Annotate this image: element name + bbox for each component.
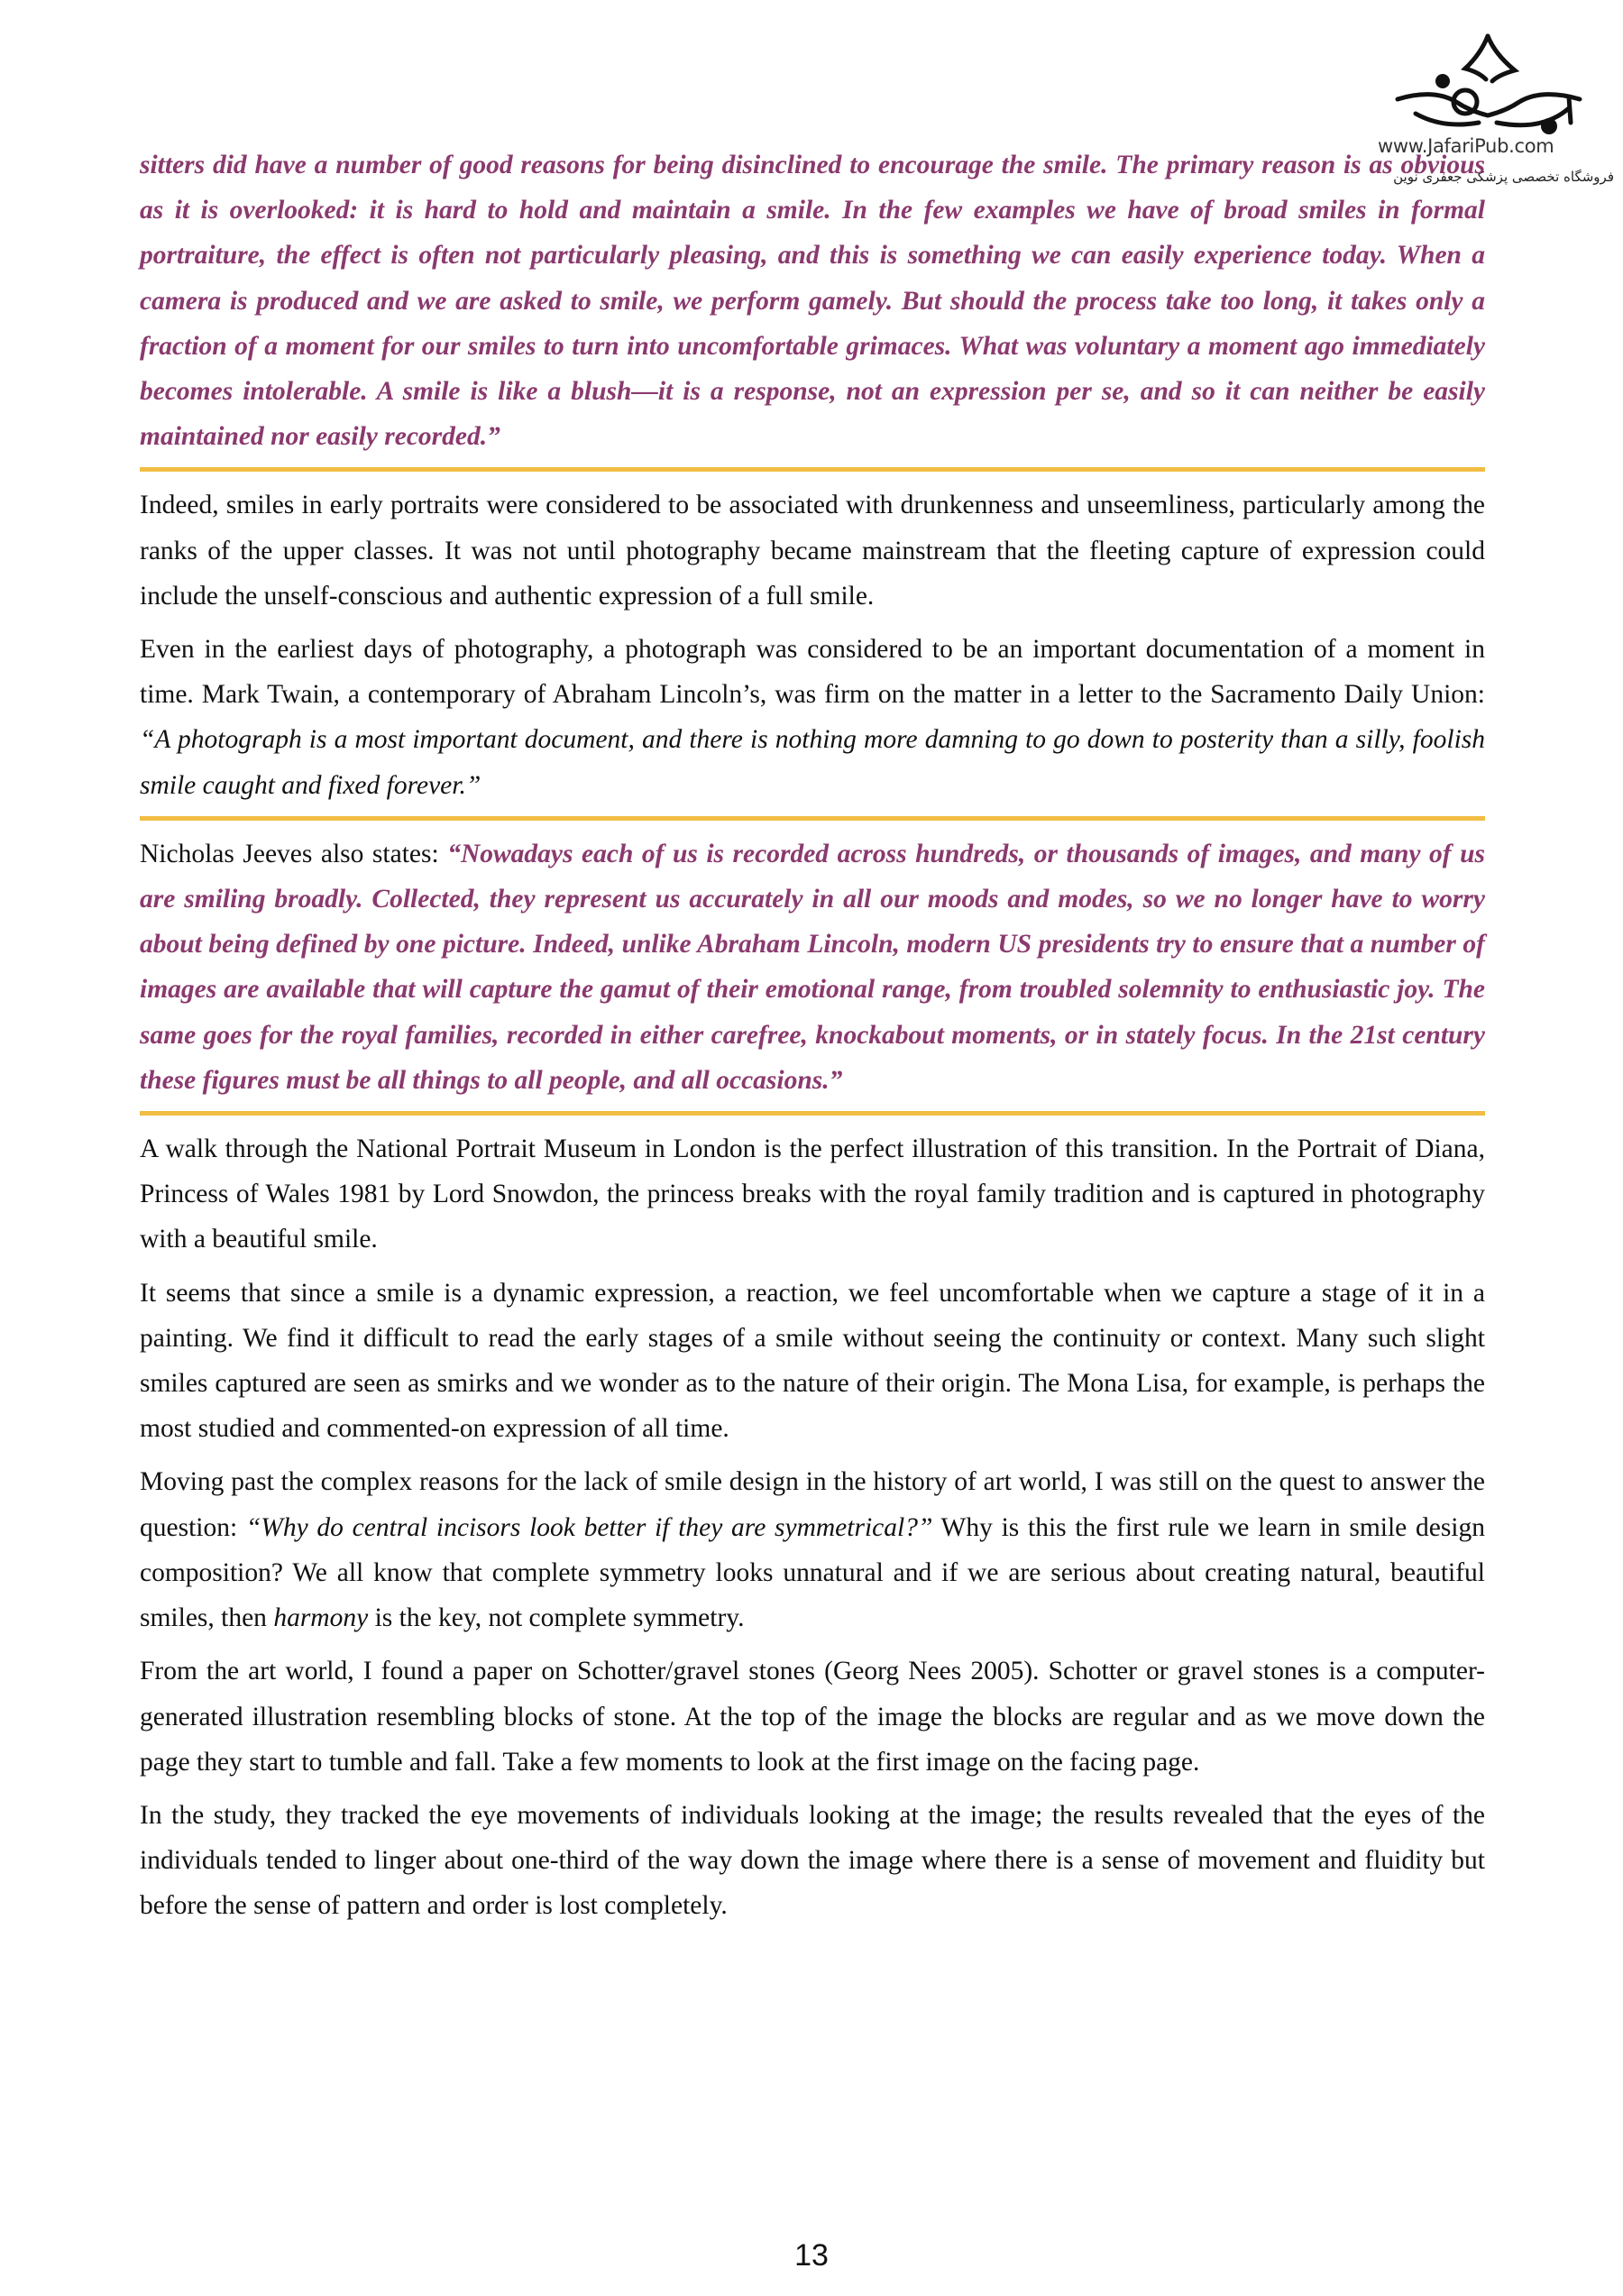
paragraph bbox=[140, 1459, 1485, 1640]
paragraph bbox=[140, 627, 1485, 808]
page-number: 13 bbox=[794, 2238, 829, 2273]
jeeves-quote: “Nowadays each of us is recorded across hundreds, or thousands of images, and many of us are smiling broadly. Collected, they represent us accurately in all our moods and modes, so we no longer have to worry about being defined by one picture. Indeed, unlike Abraham Lincoln, modern US presidents try to ensure that a number of images are available that will capture the gamut of their emotional range, from troubled solemnity to enthusiastic joy. The same goes for the royal families, recorded in either carefree, knockabout moments, or in stately focus. In the 21st century these figures must be all things to all people, and all occasions.” bbox=[140, 839, 1485, 1095]
paragraph: From the art world, I found a paper on Schotter/gravel stones (Georg Nees 2005). Schotter or gravel stones is a computer-generated illustration resembling blocks of stone. At the top of the image the blocks are regular and as we move down the page they start to tumble and fall. Take a few moments to look at the first image on the facing page. bbox=[140, 1657, 1485, 1777]
block-quote: sitters did have a number of good reasons for being disinclined to encourage the smile. The primary reason is as obvious as it is overlooked: it is hard to hold and maintain a smile. In the few examples we have of broad smiles in formal portraiture, the effect is often not particularly pleasing, and this is something we can easily experience today. When a camera is produced and we are asked to smile, we perform gamely. But should the process take too long, it takes only a fraction of a moment for our smiles to turn into uncomfortable grimaces. What was voluntary a moment ago immediately becomes intolerable. A smile is like a blush—it is a response, not an expression per se, and so it can neither be easily maintained nor easily recorded.” bbox=[140, 151, 1485, 452]
twain-quote: “A photograph is a most important document, and there is nothing more damning to go down to posterity than a silly, foolish smile caught and fixed forever.” bbox=[140, 725, 1485, 800]
logo-url: www.JafariPub.com bbox=[1378, 135, 1554, 157]
paragraph: In the study, they tracked the eye movements of individuals looking at the image; the results revealed that the eyes of the individuals tended to linger about one-third of the way down the image where there is a sense of movement and fluidity but before the sense of pattern and order is lost completely. bbox=[140, 1800, 1485, 1921]
emphasis: harmony bbox=[273, 1603, 369, 1633]
divider-rule bbox=[140, 1111, 1485, 1116]
body-text bbox=[140, 142, 1485, 1937]
question-quote: “Why do central incisors look better if they are symmetrical?” bbox=[245, 1512, 933, 1542]
paragraph-text: Why is this the first rule we learn in smile design composition? We all know that complete symmetry looks unnatural and if we are serious about creating natural, beautiful smiles, then bbox=[140, 1512, 1486, 1633]
divider-rule bbox=[140, 816, 1485, 821]
paragraph: A walk through the National Portrait Museum in London is the perfect illustration of this transition. In the Portrait of Diana, Princess of Wales 1981 by Lord Snowdon, the princess breaks with the royal family tradition and is captured in photography with a beautiful smile. bbox=[140, 1134, 1485, 1254]
paragraph-text: Nicholas Jeeves also states: bbox=[140, 839, 448, 868]
paragraph: It seems that since a smile is a dynamic expression, a reaction, we feel uncomfortable when we capture a stage of it in a painting. We find it difficult to read the early stages of a smile without seeing the continuity or context. Many such slight smiles captured are seen as smirks and we wonder as to the nature of their origin. The Mona Lisa, for example, is perhaps the most studied and commented-on expression of all time. bbox=[140, 1278, 1485, 1444]
paragraph bbox=[140, 831, 1485, 1103]
paragraph-text: Even in the earliest days of photography, a photograph was considered to be an important documentation of a moment in time. Mark Twain, a contemporary of Abraham Lincoln’s, was firm on the matter in a letter to the Sacramento Daily Union: bbox=[140, 635, 1485, 710]
paragraph-text: is the key, not complete symmetry. bbox=[368, 1603, 745, 1633]
paragraph: Indeed, smiles in early portraits were considered to be associated with drunkenness and unseemliness, particularly among the ranks of the upper classes. It was not until photography became mainstream that the fleeting capture of expression could include the unself-conscious and authentic expression of a full smile. bbox=[140, 491, 1485, 611]
jafaripub-calligraphy-logo-icon bbox=[1380, 25, 1596, 138]
paragraph-text: Moving past the complex reasons for the lack of smile design in the history of art world, I was still on the quest to answer the question: bbox=[140, 1467, 1485, 1542]
divider-rule bbox=[140, 467, 1485, 472]
logo-tagline: فروشگاه تخصصی پزشکی جعفری نوین bbox=[1393, 169, 1614, 185]
